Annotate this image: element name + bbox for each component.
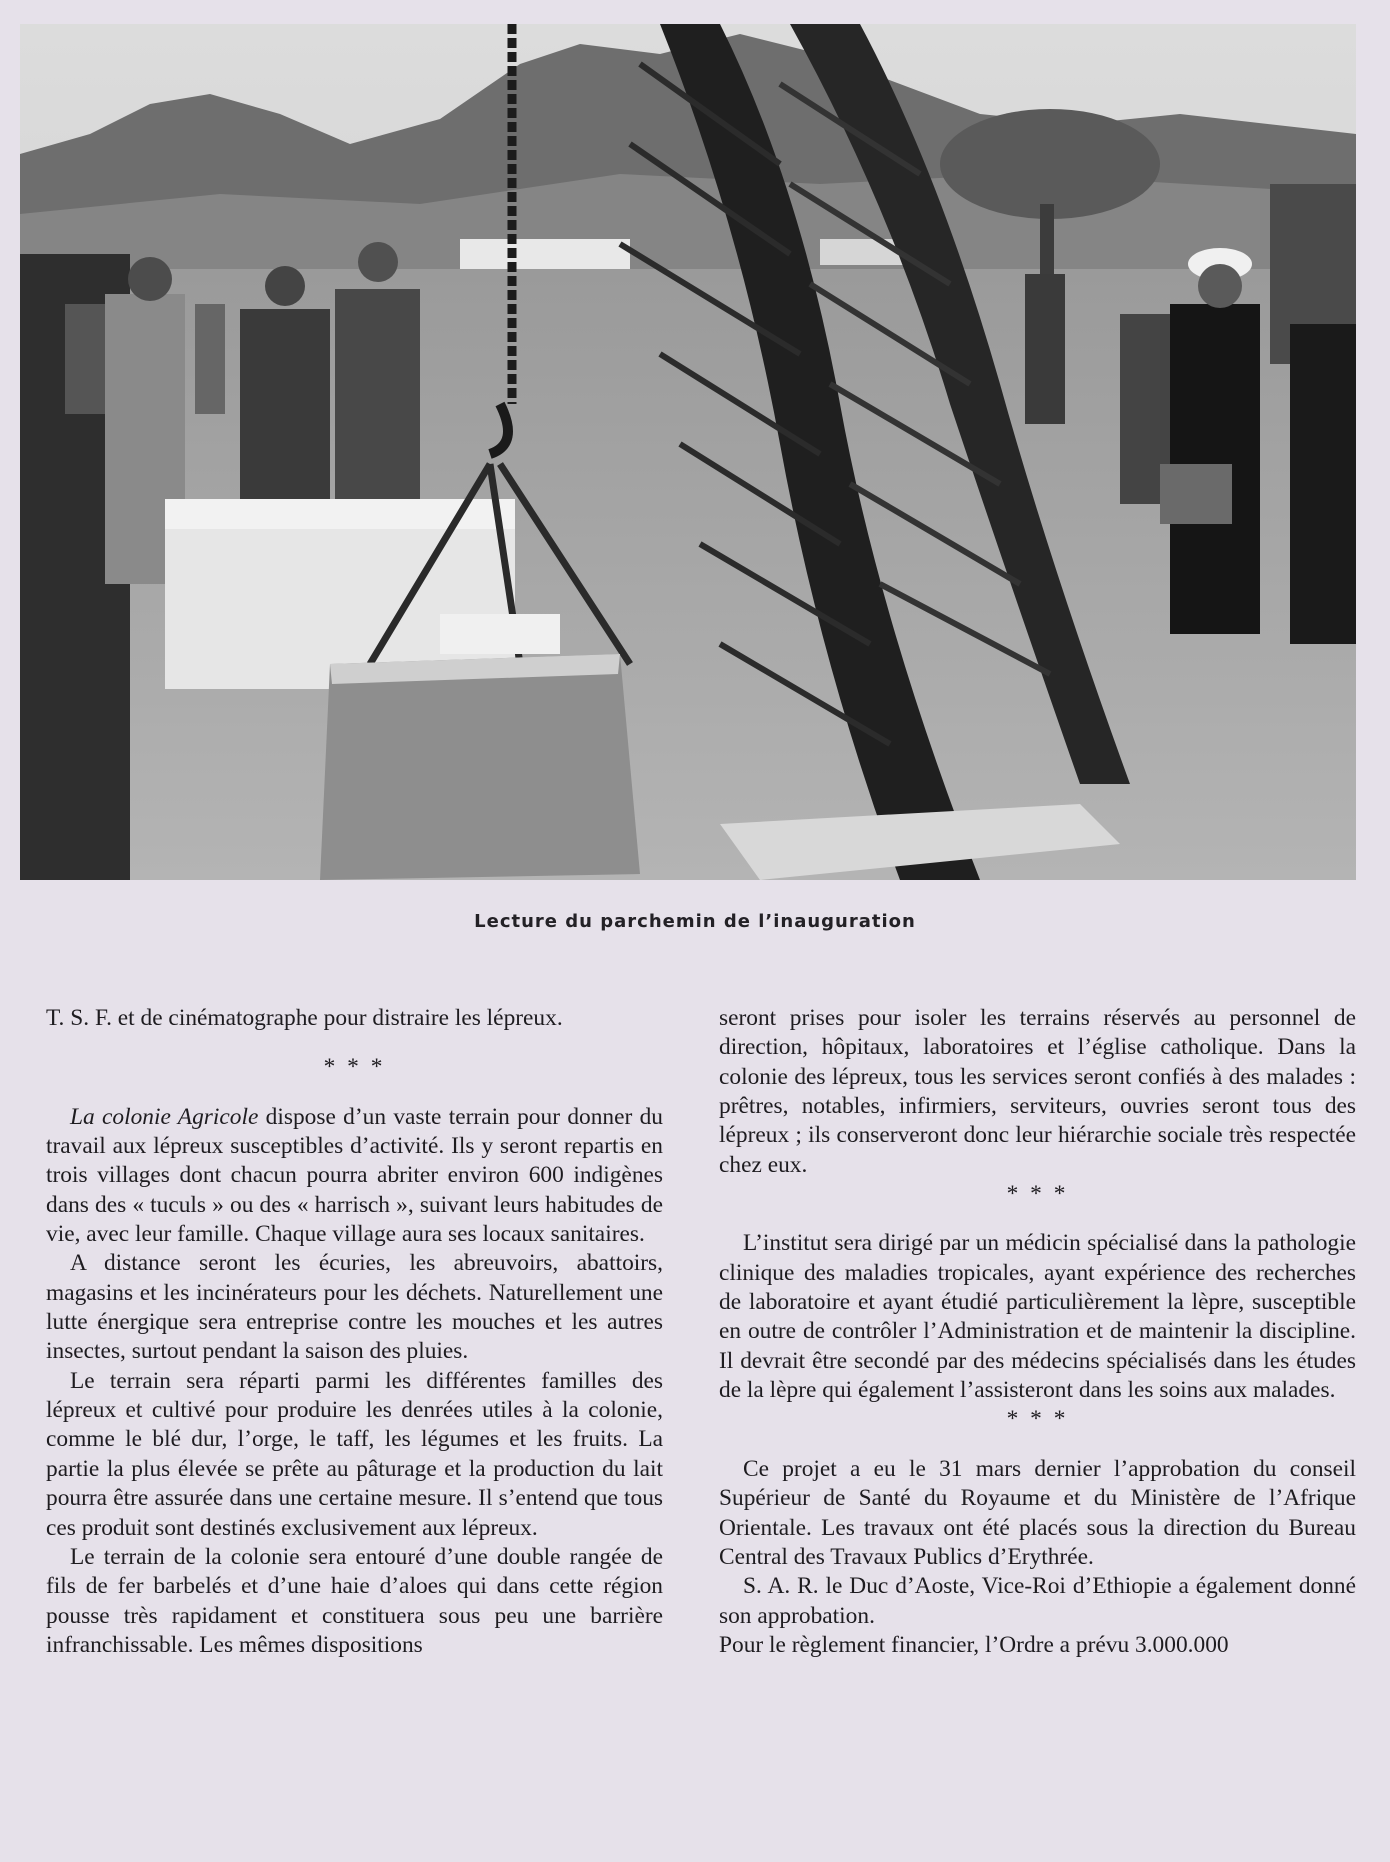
colonie-agricole-term: La colonie Agricole: [70, 1103, 259, 1130]
paragraph-text: dispose d’un vaste terrain pour donner du travail aux lépreux susceptibles d’activité. Ils y seront repartis en trois villages dont chacun pourra abriter environ 600 indigènes dans des « tuculs » ou des « harrisch », suivant leurs habitudes de vie, avec leur famille. Chaque village aura ses locaux sanitaires.: [46, 1103, 663, 1248]
paragraph: Le terrain de la colonie sera entouré d’une double rangée de fils de fer barbelés et d’une haie d’aloes qui dans cette région pousse très rapidament et constituera sous peu une barrière infranchissable. Les mêmes dispositions: [46, 1543, 663, 1658]
section-separator: * * *: [1006, 1406, 1069, 1433]
section-separator: * * *: [323, 1054, 386, 1081]
right-text-column: [719, 1004, 1356, 1660]
paragraph: A distance seront les écuries, les abreuvoirs, abattoirs, magasins et les incinérateurs pour les déchets. Naturellement une lutte énergique sera entreprise contre les mouches et les autres insectes, surtout pendant la saison des pluies.: [46, 1250, 663, 1365]
photo-illustration: [20, 24, 1356, 880]
paragraph: S. A. R. le Duc d’Aoste, Vice-Roi d’Ethiopie a également donné son approbation.: [719, 1573, 1356, 1629]
paragraph: Ce projet a eu le 31 mars dernier l’approbation du conseil Supérieur de Santé du Royaume et du Ministère de l’Afrique Orientale. Les travaux ont été placés sous la direction du Bureau Central des Travaux Publics d’Erythrée.: [719, 1455, 1356, 1570]
section-separator: * * *: [1006, 1181, 1069, 1208]
paragraph: Le terrain sera réparti parmi les différentes familles des lépreux et cultivé pour produire les denrées utiles à la colonie, comme le blé dur, l’orge, le taff, les légumes et les fruits. La partie la plus élevée se prête au pâturage et la production du lait pourra être assurée dans une certaine mesure. Il s’entend que tous ces produit sont destinés exclusivement aux lépreux.: [46, 1367, 663, 1541]
inauguration-photo: [20, 24, 1356, 880]
paragraph: L’institut sera dirigé par un médicin spécialisé dans la pathologie clinique des maladies tropicales, ayant expérience des recherches de laboratoire et ayant étudié particulièrement la lèpre, susceptible en outre de contrôler l’Administration et de maintenir la discipline. Il devrait être secondé par des médecins spécialisés dans les études de la lèpre qui également l’assisteront dans les soins aux malades.: [719, 1230, 1356, 1404]
paragraph: T. S. F. et de cinématographe pour distraire les lépreux.: [46, 1005, 563, 1031]
photo-caption: Lecture du parchemin de l’inauguration: [474, 911, 916, 932]
paragraph: Pour le règlement financier, l’Ordre a prévu 3.000.000: [719, 1631, 1229, 1658]
paragraph: [46, 1103, 663, 1250]
paragraph: seront prises pour isoler les terrains réservés au personnel de direction, hôpitaux, laboratoires et l’église catholique. Dans la colonie des lépreux, tous les services seront confiés à des malades : prêtres, notables, infirmiers, serviteurs, ouvries seront tous des lépreux ; ils conserveront donc leur hiérarchie sociale très respectée chez eux.: [719, 1005, 1356, 1178]
left-text-column: [46, 1004, 663, 1660]
